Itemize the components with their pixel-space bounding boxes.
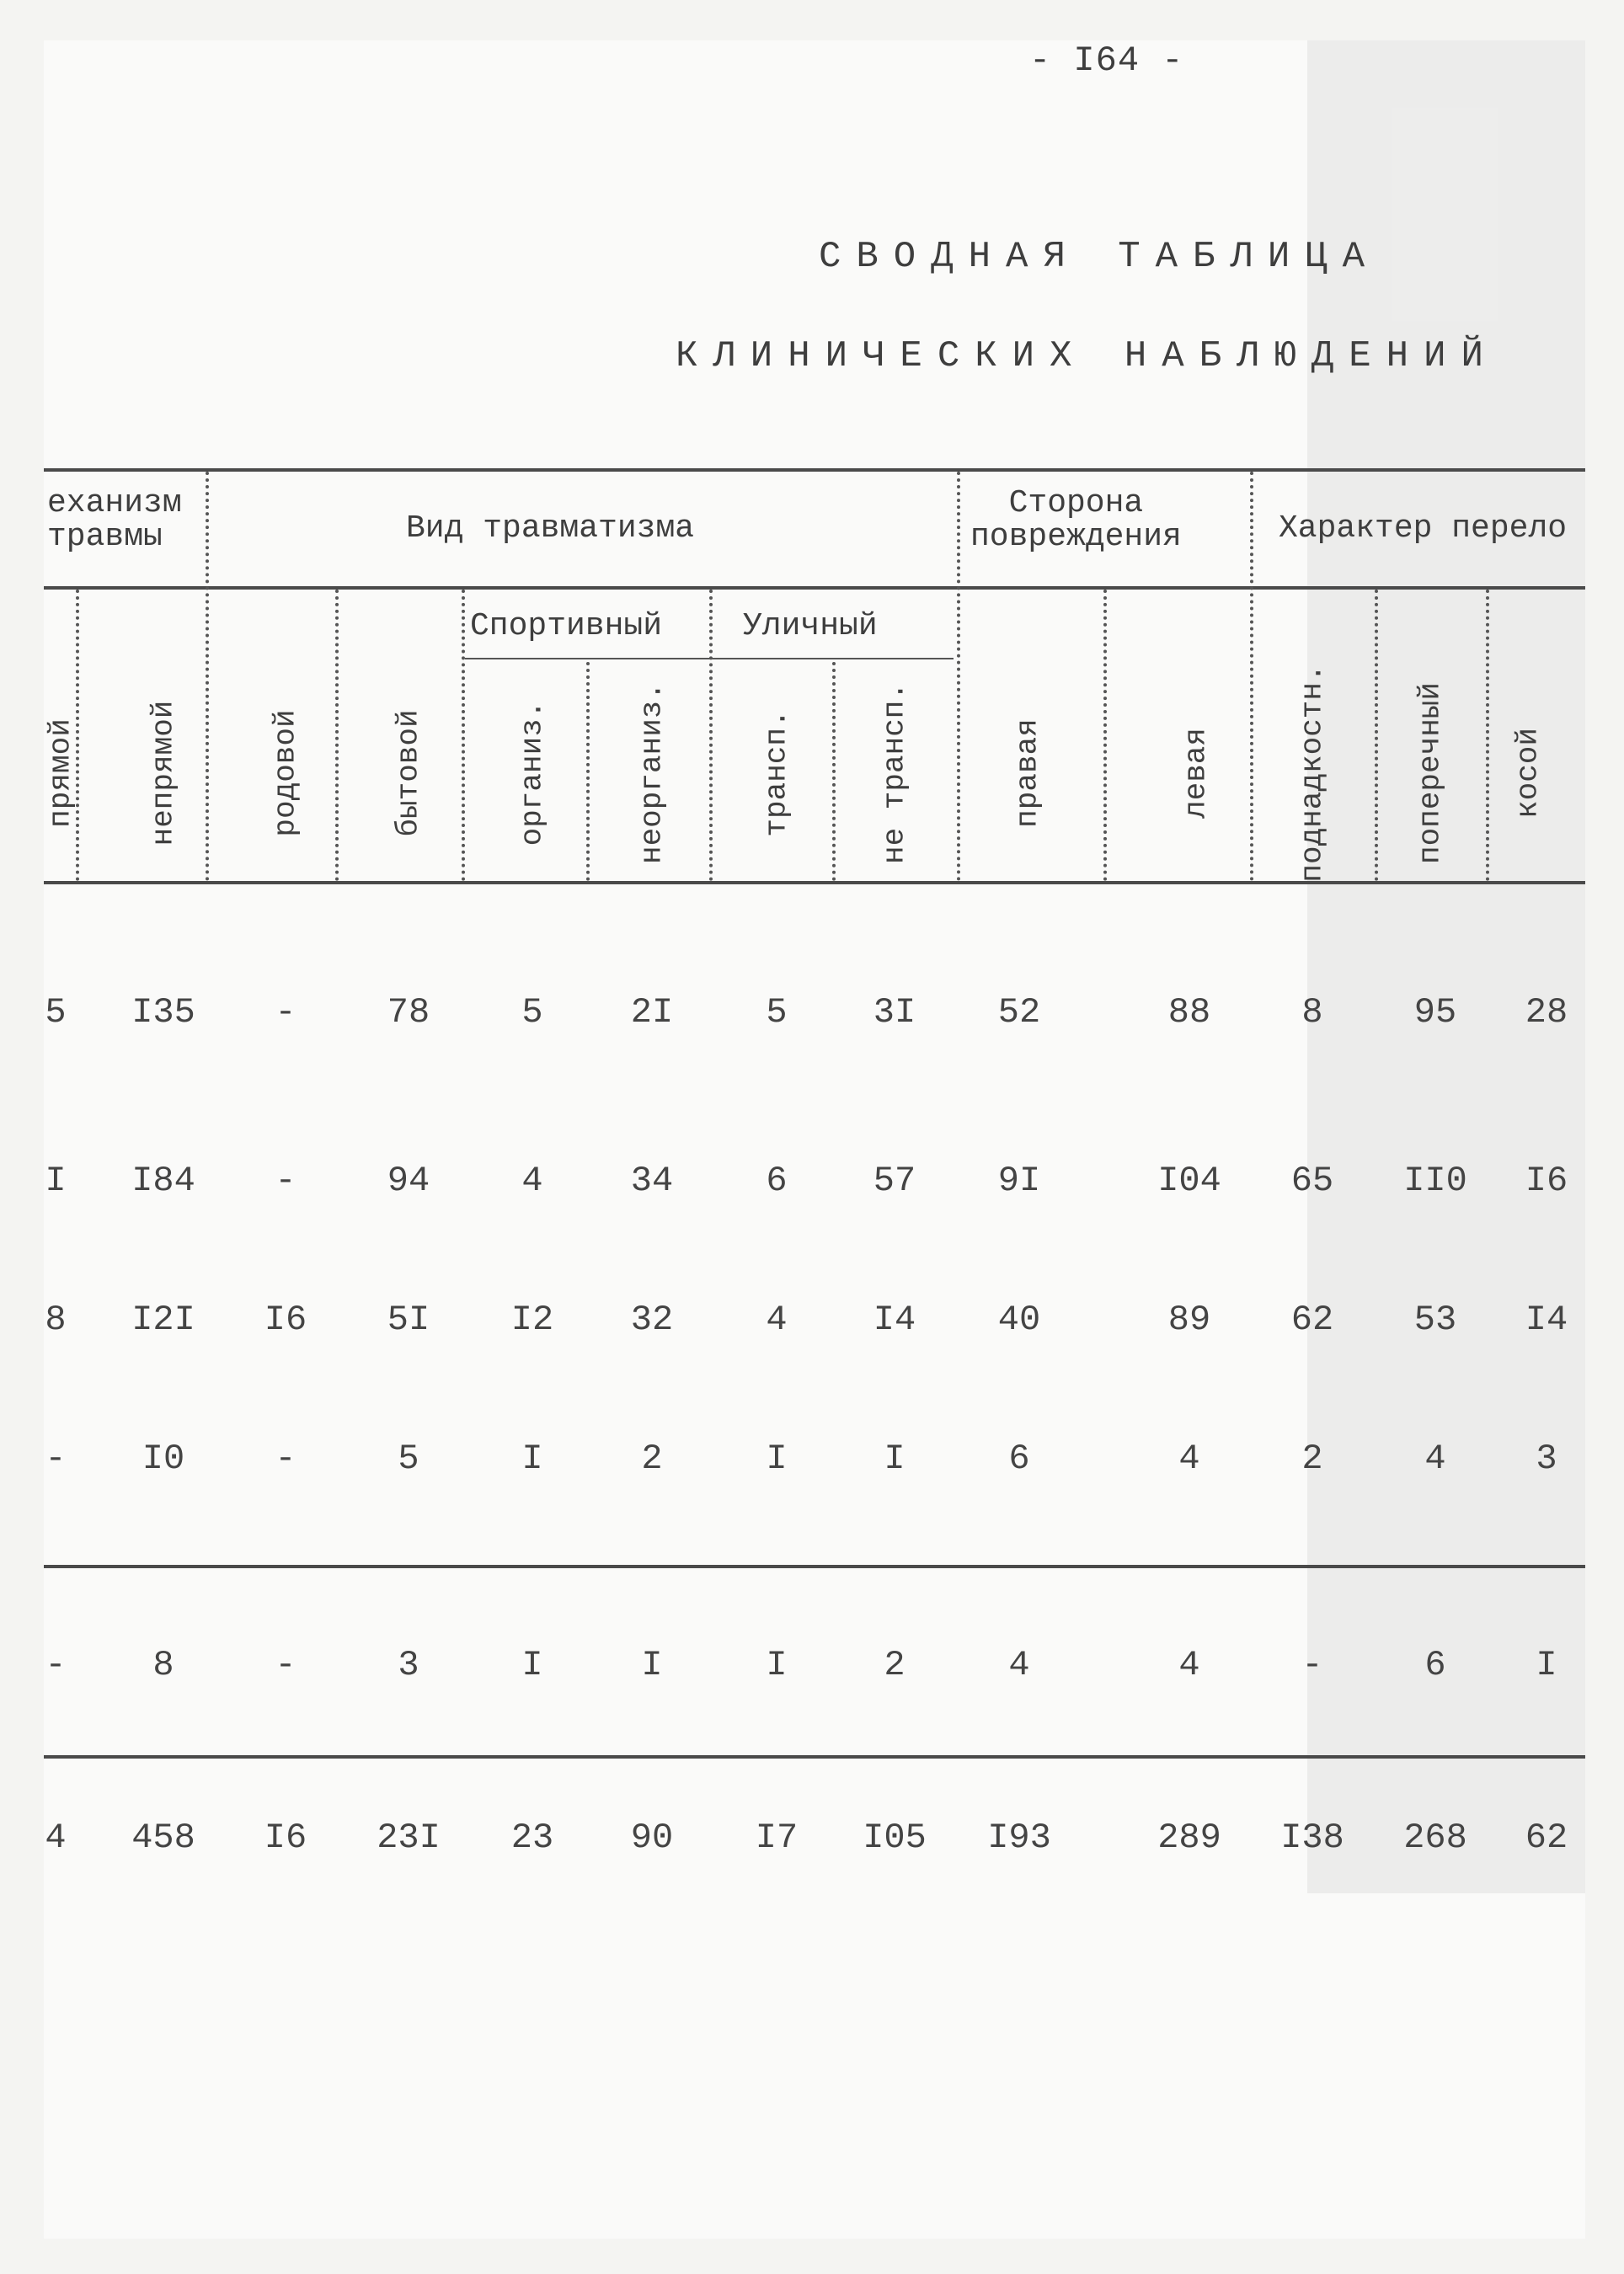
table-cell: 28 bbox=[1525, 992, 1568, 1033]
col-header-transport: трансп. bbox=[759, 709, 794, 837]
table-cell: I4 bbox=[1525, 1300, 1568, 1340]
col-header-direct: прямой bbox=[44, 718, 78, 828]
column-separator bbox=[832, 662, 836, 881]
table-cell: 5I bbox=[387, 1300, 430, 1340]
subgroup-header-sport: Спортивный bbox=[470, 608, 663, 644]
group-header-trauma-type: Вид травматизма bbox=[406, 510, 695, 547]
column-separator bbox=[206, 472, 209, 881]
totals-cell: 23I bbox=[377, 1818, 441, 1858]
totals-cell: 4 bbox=[45, 1818, 67, 1858]
table-cell: 89 bbox=[1167, 1300, 1211, 1340]
col-header-unorganized: неорганиз. bbox=[634, 681, 670, 865]
table-cell: 5 bbox=[766, 992, 788, 1033]
table-cell: 9I bbox=[997, 1161, 1041, 1201]
column-separator bbox=[1375, 590, 1378, 881]
column-separator bbox=[957, 472, 960, 881]
totals-cell: 23 bbox=[510, 1818, 554, 1858]
column-separator bbox=[709, 590, 713, 881]
subgroup-header-street: Уличный bbox=[743, 608, 878, 644]
table-cell: 32 bbox=[630, 1300, 674, 1340]
column-separator bbox=[1103, 590, 1107, 881]
table-cell: 4 bbox=[766, 1300, 788, 1340]
header-top-rule bbox=[44, 468, 1585, 472]
totals-cell: 289 bbox=[1157, 1818, 1221, 1858]
table-cell: - bbox=[275, 992, 296, 1033]
table-cell: - bbox=[45, 1645, 67, 1685]
table-cell: 5 bbox=[521, 992, 543, 1033]
table-cell: 4 bbox=[1178, 1645, 1200, 1685]
table-cell: - bbox=[275, 1161, 296, 1201]
table-cell: 2 bbox=[884, 1645, 905, 1685]
table-cell: 53 bbox=[1413, 1300, 1457, 1340]
table-cell: I84 bbox=[131, 1161, 195, 1201]
column-separator bbox=[335, 590, 339, 881]
table-cell: 2I bbox=[630, 992, 674, 1033]
totals-cell: I38 bbox=[1280, 1818, 1344, 1858]
table-cell: 6 bbox=[1424, 1645, 1446, 1685]
table-cell: 3 bbox=[398, 1645, 419, 1685]
table-cell: 52 bbox=[997, 992, 1041, 1033]
col-header-indirect: непрямой bbox=[146, 700, 181, 846]
col-header-oblique: косой bbox=[1510, 727, 1546, 819]
document-sheet bbox=[44, 40, 1585, 2239]
table-cell: 4 bbox=[1424, 1439, 1446, 1479]
table-cell: I bbox=[45, 1161, 67, 1201]
table-cell: I04 bbox=[1157, 1161, 1221, 1201]
totals-cell: I93 bbox=[987, 1818, 1051, 1858]
totals-cell: 62 bbox=[1525, 1818, 1568, 1858]
col-header-subperiosteal: поднадкостн. bbox=[1295, 664, 1330, 883]
table-cell: 3I bbox=[873, 992, 916, 1033]
col-header-transverse: поперечный bbox=[1413, 681, 1448, 865]
table-cell: 65 bbox=[1290, 1161, 1334, 1201]
table-cell: 6 bbox=[766, 1161, 788, 1201]
section-rule bbox=[44, 1565, 1585, 1568]
table-cell: 8 bbox=[45, 1300, 67, 1340]
col-header-birth: родовой bbox=[268, 709, 303, 837]
table-cell: 2 bbox=[1301, 1439, 1323, 1479]
table-cell: 2 bbox=[641, 1439, 663, 1479]
table-cell: 78 bbox=[387, 992, 430, 1033]
table-cell: I bbox=[521, 1439, 543, 1479]
table-cell: 95 bbox=[1413, 992, 1457, 1033]
column-separator bbox=[462, 590, 465, 881]
totals-cell: 268 bbox=[1403, 1818, 1467, 1858]
group-header-mechanism: еханизм травмы bbox=[47, 485, 182, 555]
column-separator bbox=[586, 662, 590, 881]
table-cell: 34 bbox=[630, 1161, 674, 1201]
table-cell: 4 bbox=[1008, 1645, 1030, 1685]
col-header-household: бытовой bbox=[391, 709, 426, 837]
table-cell: 62 bbox=[1290, 1300, 1334, 1340]
table-cell: I bbox=[1536, 1645, 1557, 1685]
table-cell: I6 bbox=[1525, 1161, 1568, 1201]
table-cell: - bbox=[1301, 1645, 1323, 1685]
table-cell: I bbox=[884, 1439, 905, 1479]
table-cell: - bbox=[275, 1439, 296, 1479]
table-cell: 3 bbox=[1536, 1439, 1557, 1479]
table-cell: 88 bbox=[1167, 992, 1211, 1033]
totals-cell: 458 bbox=[131, 1818, 195, 1858]
table-cell: 94 bbox=[387, 1161, 430, 1201]
table-cell: 4 bbox=[1178, 1439, 1200, 1479]
table-cell: 5 bbox=[398, 1439, 419, 1479]
table-cell: 4 bbox=[521, 1161, 543, 1201]
table-cell: I bbox=[766, 1439, 788, 1479]
table-cell: I2 bbox=[510, 1300, 554, 1340]
totals-cell: I6 bbox=[264, 1818, 307, 1858]
table-cell: 6 bbox=[1008, 1439, 1030, 1479]
col-header-organized: организ. bbox=[515, 700, 550, 846]
col-header-left: левая bbox=[1178, 727, 1214, 819]
column-separator bbox=[1250, 472, 1253, 881]
totals-cell: 90 bbox=[630, 1818, 674, 1858]
group-header-character: Характер перело bbox=[1279, 510, 1568, 547]
totals-cell: I05 bbox=[863, 1818, 927, 1858]
table-title-line1: СВОДНАЯ ТАБЛИЦА bbox=[819, 236, 1381, 278]
table-cell: II0 bbox=[1403, 1161, 1467, 1201]
page-number: - I64 - bbox=[1029, 40, 1184, 81]
table-cell: 57 bbox=[873, 1161, 916, 1201]
col-header-right: правая bbox=[1010, 718, 1045, 828]
column-separator bbox=[1486, 590, 1489, 881]
table-cell: I6 bbox=[264, 1300, 307, 1340]
header-bottom-rule bbox=[44, 881, 1585, 884]
table-title-line2: КЛИНИЧЕСКИХ НАБЛЮДЕНИЙ bbox=[676, 335, 1498, 377]
table-cell: 8 bbox=[1301, 992, 1323, 1033]
table-cell: 8 bbox=[152, 1645, 174, 1685]
totals-rule bbox=[44, 1755, 1585, 1759]
group-header-side: Сторона повреждения bbox=[970, 485, 1182, 555]
table-cell: I bbox=[521, 1645, 543, 1685]
totals-cell: I7 bbox=[755, 1818, 799, 1858]
table-cell: I4 bbox=[873, 1300, 916, 1340]
table-cell: - bbox=[275, 1645, 296, 1685]
table-cell: 40 bbox=[997, 1300, 1041, 1340]
col-header-non-transport: не трансп. bbox=[877, 681, 912, 865]
table-cell: 5 bbox=[45, 992, 67, 1033]
table-cell: - bbox=[45, 1439, 67, 1479]
table-cell: I bbox=[766, 1645, 788, 1685]
table-cell: I35 bbox=[131, 992, 195, 1033]
scan-shade bbox=[1307, 40, 1585, 1893]
table-cell: I bbox=[641, 1645, 663, 1685]
table-cell: I0 bbox=[142, 1439, 185, 1479]
header-mid-rule bbox=[44, 586, 1585, 590]
table-cell: I2I bbox=[131, 1300, 195, 1340]
